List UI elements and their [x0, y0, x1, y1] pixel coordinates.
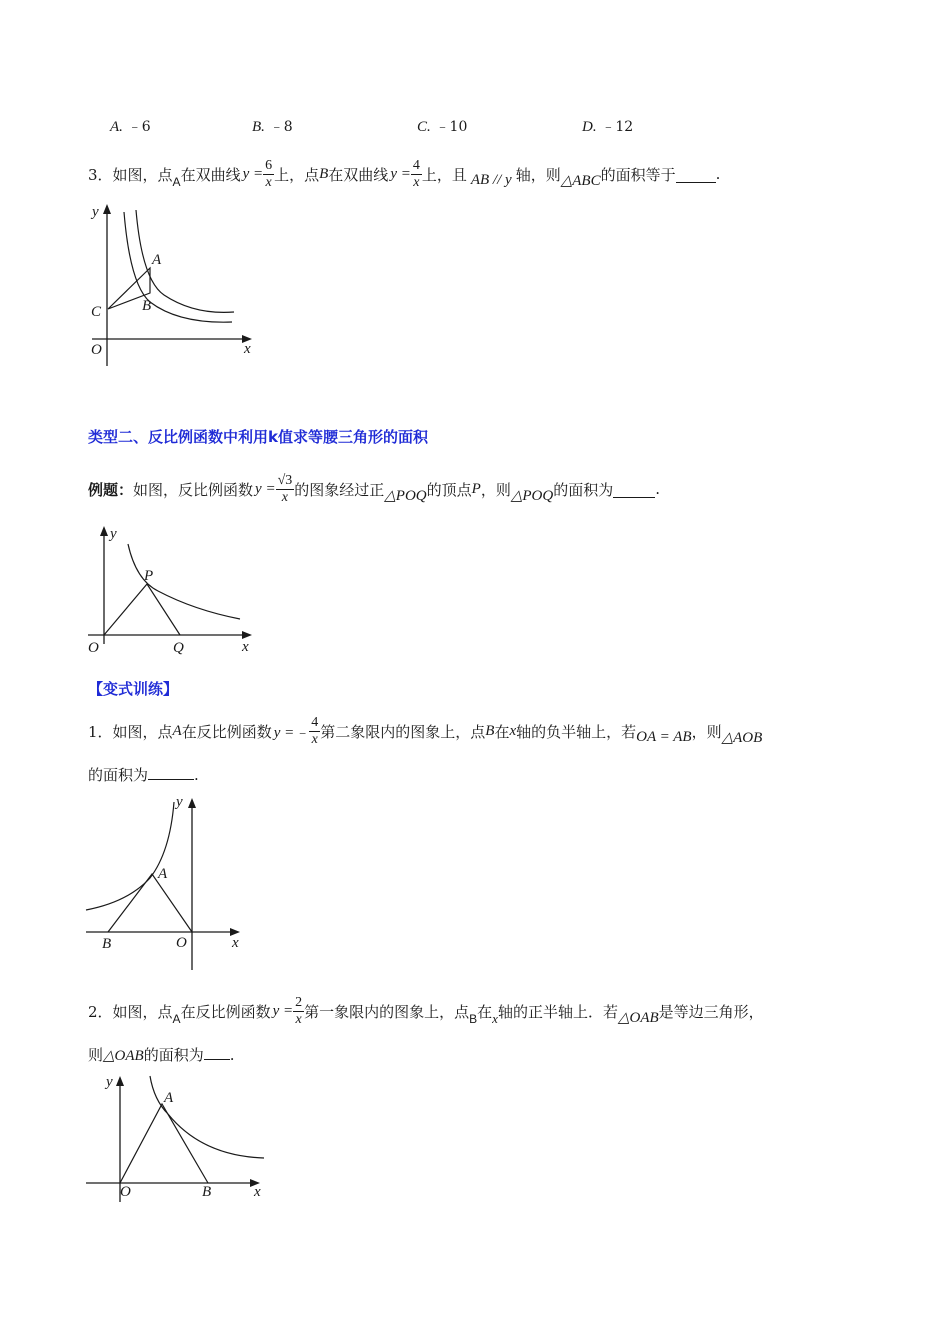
option-a[interactable]: A. ﹣6 — [110, 119, 151, 135]
label-q: Q — [173, 640, 184, 656]
label-y: y — [106, 1074, 113, 1090]
answer-blank[interactable] — [676, 166, 716, 183]
option-c[interactable]: C. ﹣10 — [417, 119, 468, 135]
label-a: A — [152, 252, 162, 268]
fraction-sqrt3-over-x: $\frac{√3}{x}$ — [277, 472, 293, 505]
example-question: 例题： 如图，反比例函数 y = $\frac{√3}{x}$ 的图象经过正 △POQ 的顶点 P ，则 △POQ 的面积为 . — [88, 472, 661, 505]
hyperbola-curve — [86, 802, 174, 910]
variant-question-1: 1．如图，点 A 在反比例函数 y =﹣ $\frac{4}{x}$ 第二象限内的图象上，点 B 在 x 轴的负半轴上，若 OA = AB ，则 △AOB — [88, 714, 763, 747]
triangle-oab — [120, 1104, 208, 1183]
label-b: B — [202, 1184, 212, 1200]
label-b: B — [102, 936, 112, 952]
fraction-6-over-x: $\frac{6}{x}$ — [265, 157, 273, 190]
label-p: P — [144, 568, 154, 584]
triangle-aob — [108, 874, 192, 932]
figure-1-hyperbolas — [84, 200, 264, 370]
option-d[interactable]: D. ﹣12 — [582, 119, 634, 135]
label-o: O — [91, 342, 102, 358]
triangle-poq — [104, 584, 180, 635]
y-axis-arrow — [100, 526, 108, 536]
answer-blank[interactable] — [148, 765, 194, 780]
label-a: A — [158, 866, 168, 882]
label-x: x — [232, 935, 239, 951]
y-axis-arrow — [116, 1076, 124, 1086]
label-x: x — [254, 1184, 261, 1200]
figure-3-second-quadrant — [82, 792, 252, 972]
label-x: x — [242, 639, 249, 655]
label-o: O — [176, 935, 187, 951]
option-b[interactable]: B. ﹣8 — [252, 119, 293, 135]
question-3: 3．如图，点 A 在双曲线 y = $\frac{6}{x}$ 上，点 B 在双曲线 y = $\frac{4}{x}$ 上，且 AB // y 轴，则 △ABC 的面积等于 . — [88, 157, 721, 190]
hyperbola-4-over-x — [124, 212, 232, 322]
hyperbola-curve — [150, 1076, 264, 1158]
section-2-title: 类型二、反比例函数中利用k值求等腰三角形的面积 — [88, 428, 428, 446]
figure-2-equilateral-poq — [84, 522, 260, 662]
label-y: y — [110, 526, 117, 542]
label-a: A — [164, 1090, 174, 1106]
variant-training-title: 【变式训练】 — [88, 680, 179, 698]
figure-4-first-quadrant — [84, 1070, 270, 1206]
label-o: O — [120, 1184, 131, 1200]
label-o: O — [88, 640, 99, 656]
fraction-4-over-x: $\frac{4}{x}$ — [412, 157, 420, 190]
label-b: B — [142, 298, 152, 314]
variant-question-2: 2．如图，点 A 在反比例函数 y = $\frac{2}{x}$ 第一象限内的图象上，点 B 在 x 轴的正半轴上．若 △OAB 是等边三角形， — [88, 994, 764, 1027]
answer-blank[interactable] — [204, 1045, 230, 1060]
variant-question-2-line-2: 则△OAB的面积为 . — [88, 1046, 235, 1064]
label-y: y — [176, 794, 183, 810]
label-y: y — [92, 204, 99, 220]
label-x: x — [244, 341, 251, 357]
y-axis-arrow — [103, 204, 111, 214]
fraction-4-over-x: $\frac{4}{x}$ — [311, 714, 319, 747]
label-c: C — [91, 304, 102, 320]
fraction-2-over-x: $\frac{2}{x}$ — [295, 994, 303, 1027]
x-axis-arrow — [242, 631, 252, 639]
options-row — [110, 116, 870, 138]
answer-blank[interactable] — [613, 481, 655, 498]
variant-question-1-line-2: 的面积为 . — [88, 766, 199, 784]
y-axis-arrow — [188, 798, 196, 808]
